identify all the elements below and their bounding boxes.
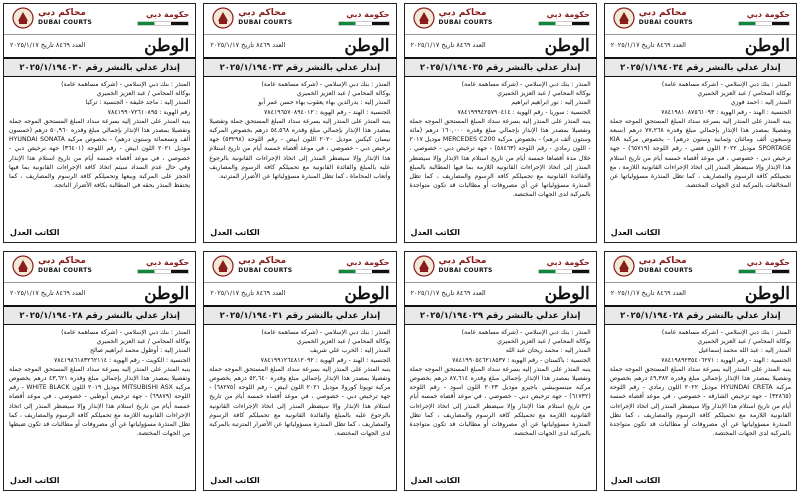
- notice-titlebar: [605, 305, 796, 325]
- notice-paragraph: ينبه المنذر على المنذر إليه بسرعة سداد المبلغ المستحق جملة وتفصيلا بمصدر هذا الإنذار بإجمالي مبلغ وقدره ٥٤,٥٦٨ درهم بخصوص المركبة نيسان كيكس موديل ٢٠٢٠ اللون ابيض - رقم اللوحة (٥٣٢٩٨) جهة ترخيص دبي - خصوصي ، في موعد أقصاه خمسة أيام من تاريخ استلام هذا الإنذار وإلا سيضطر المنذر إلى اتخاذ الإجراءات القانونية بالرجوع عليه بالمبلغ والفائدة القانونية مع تحميلكم كافة الرسوم والمصاريف وأتعاب المحاماة ، كما تظل المنذرة مسؤولياتها عن الأضرار المترتبة.: [209, 117, 391, 181]
- courts-name-ar: محاكم دبي: [438, 256, 487, 266]
- notice-header: [204, 4, 395, 35]
- notice-titlebar: [405, 57, 596, 77]
- notice-paragraph: المنذر : بنك دبي الإسلامي - (شركة مساهمة عامة): [461, 81, 591, 88]
- courts-name-en: DUBAI COURTS: [438, 19, 493, 26]
- notice-paragraph: بوكالة المحامي / عبد العزيز الخميري: [96, 90, 191, 98]
- notice-paragraph: المنذر : بنك دبي الإسلامي - (شركة مساهمة عامة): [261, 81, 391, 88]
- dubai-courts-logo: [639, 257, 693, 274]
- notice-5: [3, 251, 196, 491]
- courts-name-ar: محاكم دبي: [438, 8, 487, 18]
- notice-paragraph: المنذر إليه : نور ابراهيم ابراهيم: [511, 99, 591, 107]
- notice-titlebar: [405, 305, 596, 325]
- notice-titlebar: [4, 305, 195, 325]
- issue-date: العدد ٨٤٦٩ تاريخ ٢٠٢٥/١/١٧: [610, 289, 686, 297]
- government-of-dubai-logo: [538, 10, 590, 28]
- dubai-courts-emblem-icon: [212, 255, 234, 277]
- notice-body: [4, 325, 195, 475]
- newspaper-name: الوطن: [344, 36, 390, 56]
- notice-paragraph: بوكالة المحامي / عبد العزيز الخميري: [697, 338, 791, 346]
- flag-stripe: [338, 21, 390, 26]
- government-of-dubai-logo: [538, 258, 590, 276]
- courts-name-en: DUBAI COURTS: [638, 19, 693, 26]
- courts-name-ar: محاكم دبي: [238, 256, 287, 266]
- courts-name-ar: محاكم دبي: [238, 8, 287, 18]
- notice-titlebar: [204, 305, 395, 325]
- courts-name-ar: محاكم دبي: [38, 256, 86, 266]
- notice-paragraph: المنذر إليه : عبد الله محمد إسماعيل: [698, 347, 791, 355]
- masthead: [405, 35, 596, 57]
- dubai-courts-logo: [38, 9, 92, 26]
- courts-name-ar: محاكم دبي: [638, 256, 687, 266]
- courts-name-en: DUBAI COURTS: [638, 267, 693, 274]
- notice-header: [4, 252, 195, 283]
- flag-stripe: [738, 269, 790, 274]
- notice-titlebar: [605, 57, 796, 77]
- notice-paragraph: الجنسية : باكستان - رقم الهوية : ٧٨٤١٩٩٠٥٤٦٢١٨٥٣٧: [452, 356, 591, 364]
- notice-paragraph: المنذر إليه : الحرب علي شريف: [310, 347, 391, 355]
- notice-7: [404, 251, 597, 491]
- issue-date: العدد ٨٤٦٩ تاريخ ٢٠٢٥/١/١٧: [210, 289, 286, 297]
- flag-stripe: [137, 21, 189, 26]
- newspaper-name: الوطن: [144, 284, 190, 304]
- notice-footer: [204, 475, 395, 490]
- flag-stripe: [538, 269, 590, 274]
- notice-footer: [605, 227, 796, 242]
- notice-titlebar: [204, 57, 395, 77]
- issue-date: العدد ٨٤٦٩ تاريخ ٢٠٢٥/١/١٧: [10, 289, 86, 297]
- newspaper-name: الوطن: [544, 284, 590, 304]
- dubai-courts-logo: [238, 9, 292, 26]
- notice-paragraph: المنذر إليه : محمد ريحان عبد الله: [505, 347, 591, 355]
- masthead: [605, 35, 796, 57]
- notice-titlebar: [4, 57, 195, 77]
- notice-body: [605, 77, 796, 227]
- government-of-dubai-logo: [137, 10, 189, 28]
- notice-paragraph: الجنسية : سوريا - رقم الهوية : ٧٨٤١٩٩٩٤٢٥٧٩٠٤١٤: [457, 108, 591, 116]
- notice-paragraph: بوكالة المحامي / عبد العزيز الخميري: [296, 90, 391, 98]
- government-of-dubai-logo: [738, 258, 790, 276]
- government-name-ar: حكومة دبي: [546, 258, 590, 267]
- notice-paragraph: بوكالة المحامي / عبد العزيز الخميري: [497, 338, 591, 346]
- notice-6: [203, 251, 396, 491]
- notice-paragraph: ينبه المنذر على المنذر إليه بسرعة سداد المبلغ المستحق الموجه جملة وتفصيلا بمصدر هذا الإنذار بإجمالي مبلغ وقدره ٥٠,٩٦٠ درهم (خمسون ألف وتسعمائة وستون درهم) - بخصوص مركبة HYUNDAI SONATA موديل ٢٠٢١ اللون ابيض - رقم اللوحة (٣٦٤٠١) جهة ترخيص دبي - خصوصي ، في موعد أقصاه خمسة أيام من تاريخ استلام هذا الإنذار وفي حال عدم السداد سيتم اتخاذ كافة الإجراءات القانونية بما فيها الحجز على المركبة وبيعها وتحميلكم كافة الرسوم والمصاريف ، كما يحتفظ المنذر بحقه في المطالبة بكافة الأضرار الناتجة.: [9, 117, 191, 190]
- notary-signature: الكاتب العدل: [410, 228, 460, 237]
- notice-paragraph: الجنسية : الهند - رقم الهوية : ٧٨٤١٩٨٩٢٣٥٤٠٦٢٧١: [661, 356, 791, 364]
- notice-header: [605, 252, 796, 283]
- dubai-courts-emblem-icon: [413, 7, 435, 29]
- notice-paragraph: المنذر إليه : ماجد خليفة - الجنسية : تركيا: [85, 99, 191, 107]
- government-of-dubai-logo: [738, 10, 790, 28]
- masthead: [4, 283, 195, 305]
- notice-title: إنذار عدلي بالنشر رقم ٢٠٢٥/١/١٩٤٠٣٤: [620, 62, 781, 73]
- government-of-dubai-logo: [338, 10, 390, 28]
- notice-paragraph: المنذر إليه : أوطول محمد ابراهيم صالح: [89, 347, 191, 355]
- masthead: [204, 35, 395, 57]
- issue-date: العدد ٨٤٦٩ تاريخ ٢٠٢٥/١/١٧: [410, 41, 486, 49]
- notice-2: [203, 3, 396, 243]
- notice-paragraph: ينبه المنذر على المنذر إليه بسرعة سداد المبلغ المستحق الموجه جملة وتفصيلا بمصدر هذا الإنذار بإجمالي مبلغ وقدره ٤٩,٣٨٢ درهم بخصوص مركبة HYUNDAI CRETA موديل ٢٠٢٢ اللون رمادي - رقم اللوحة (٣٢٨٦٥) - جهة ترخيص الشارقة - خصوصي ، في موعد أقصاه خمسة أيام من تاريخ استلام هذا الإنذار وإلا سيضطر المنذر إلى اتخاذ الإجراءات القانونية اللازمة مع تحميلكم كافة الرسوم والمصاريف ، كما تظل المنذرة مسؤولياتها عن أي مصروفات أو مطالبات قد تكون متواجدة بالمركبة لدى الجهات المختصة.: [609, 365, 792, 438]
- notice-title: إنذار عدلي بالنشر رقم ٢٠٢٥/١/١٩٤٠٣٠: [19, 62, 180, 73]
- notice-body: [405, 77, 596, 227]
- notary-signature: الكاتب العدل: [210, 228, 260, 237]
- notice-body: [405, 325, 596, 475]
- dubai-courts-logo: [238, 257, 292, 274]
- issue-date: العدد ٨٤٦٩ تاريخ ٢٠٢٥/١/١٧: [210, 41, 286, 49]
- notice-footer: [204, 227, 395, 242]
- notice-body: [4, 77, 195, 227]
- dubai-courts-emblem-icon: [212, 7, 234, 29]
- notice-title: إنذار عدلي بالنشر رقم ٢٠٢٥/١/١٩٤٠٢٨: [19, 310, 180, 321]
- notice-paragraph: ينبه المنذر على المنذر إليه بسرعة سداد المبلغ المستحق الموجه جملة وتفصيلا بمصدر هذا الإنذار بإجمالي مبلغ وقدره ٤٣,٦٢١ درهم بخصوص مركبة MITSUBISHI ASX موديل ٢٠١٩ اللون WHITE BLACK - رقم اللوحة (٦٩٨٧٩) - جهة ترخيص أبوظبي - خصوصي ، في موعد أقصاه خمسة أيام من تاريخ استلام هذا الإنذار وإلا سيضطر المنذر إلى اتخاذ الإجراءات القانونية اللازمة مع تحميلكم كافة الرسوم والمصاريف ، كما تظل المنذرة مسؤولياتها عن أي مصروفات أو مطالبات قد تكون ضبطها من الجهات المختصة.: [9, 365, 191, 438]
- notice-title: إنذار عدلي بالنشر رقم ٢٠٢٥/١/١٩٤٠٣٥: [419, 62, 581, 73]
- notice-footer: [405, 227, 596, 242]
- masthead: [4, 35, 195, 57]
- courts-name-en: DUBAI COURTS: [238, 267, 293, 274]
- notice-paragraph: بوكالة المحامي / عبد العزيز الخميري: [497, 90, 591, 98]
- notice-paragraph: الجنسية : الهند - رقم الهوية : ٧٨٤١٩٨١٠٨٧٥٦١٠٩٣: [661, 108, 791, 116]
- notice-title: إنذار عدلي بالنشر رقم ٢٠٢٥/١/١٩٤٠٢٨: [620, 310, 781, 321]
- notice-paragraph: ينبه المنذر على المنذر إليه بسرعة سداد المبلغ المستحق الموجه جملة وتفصيلا بمصدر هذا الإنذار بإجمالي مبلغ وقدره ٧٧,٢٦٨ درهم (سبعة وسبعون ألف ومائتان وثمانية وستون درهم) - بخصوص مركبة KIA SPORTAGE موديل ٢٠٢٢ اللون فضي - رقم اللوحة (٦٥٧١٩) - جهة ترخيص دبي - خصوصي ، في موعد أقصاه خمسة أيام من تاريخ استلام هذا الإنذار وإلا سيضطر المنذر إلى اتخاذ الإجراءات القانونية اللازمة ، مع تحميلكم كافة الرسوم والمصاريف ، كما تظل المنذرة مسؤولياتها عن المخالفات بالمركبة لدى الجهات المختصة.: [609, 117, 791, 190]
- notary-signature: الكاتب العدل: [10, 228, 60, 237]
- government-name-ar: حكومة دبي: [746, 10, 790, 19]
- notice-body: [605, 325, 796, 475]
- notice-title: إنذار عدلي بالنشر رقم ٢٠٢٥/١/١٩٤٠٢٩: [419, 310, 581, 321]
- notary-signature: الكاتب العدل: [210, 476, 260, 485]
- notice-header: [405, 4, 596, 35]
- notice-header: [605, 4, 796, 35]
- courts-name-ar: محاكم دبي: [38, 8, 86, 18]
- notice-paragraph: الجنسية : الهند - رقم الهوية : ٧٨٤١٩٩١٢٦٤٨١٢٠٩٢: [260, 356, 391, 364]
- notice-paragraph: المنذر إليه : احمد فوزي: [730, 99, 791, 107]
- notice-footer: [4, 475, 195, 490]
- notice-paragraph: المنذر : بنك دبي الإسلامي - (شركة مساهمة عامة): [661, 81, 791, 88]
- notice-header: [204, 252, 395, 283]
- notice-paragraph: المنذر : بنك دبي الإسلامي - (شركة مساهمة عامة): [461, 329, 591, 336]
- issue-date: العدد ٨٤٦٩ تاريخ ٢٠٢٥/١/١٧: [410, 289, 486, 297]
- dubai-courts-emblem-icon: [12, 255, 34, 277]
- notice-paragraph: بوكالة المحامي / عبد العزيز الخميري: [697, 90, 791, 98]
- courts-name-en: DUBAI COURTS: [438, 267, 493, 274]
- government-of-dubai-logo: [338, 258, 390, 276]
- notice-paragraph: الجنسية : الكويت - رقم الهوية : ٧٨٤١٩٨٦١٨٣٢٦٢١١٤: [53, 356, 191, 364]
- government-name-ar: حكومة دبي: [546, 10, 590, 19]
- notice-title: إنذار عدلي بالنشر رقم ٢٠٢٥/١/١٩٤٠٣١: [219, 310, 381, 321]
- notice-paragraph: الجنسية : الهند - رقم الهوية : ٧٨٤١٩٦٥٧٠٨٩٤٠١٢: [263, 108, 391, 116]
- masthead: [605, 283, 796, 305]
- notice-8: [604, 251, 797, 491]
- courts-name-en: DUBAI COURTS: [38, 267, 93, 274]
- government-name-ar: حكومة دبي: [146, 258, 190, 267]
- newspaper-name: الوطن: [144, 36, 190, 56]
- flag-stripe: [538, 21, 590, 26]
- notice-paragraph: المنذر : بنك دبي الإسلامي - (شركة مساهمة عامة): [61, 81, 191, 88]
- notice-paragraph: ينبه المنذر على المنذر إليه بسرعة سداد المبلغ المستحق الموجه جملة وتفصيلا بمصدر هذا الإنذار بإجمالي مبلغ وقدره ٨٧,٦١٤ درهم بخصوص مركبة ميتسوبيشي باجيرو موديل ٢٠٢٣ اللون اسود - رقم اللوحة (٦١٧٣٢) - جهة ترخيص دبي - خصوصي ، في موعد أقصاه خمسة أيام من تاريخ استلام هذا الإنذار وإلا سيضطر المنذر إلى اتخاذ الإجراءات القانونية اللازمة مع تحميلكم كافة الرسوم والمصاريف ، كما تظل المنذرة مسؤولياتها عن أي مصروفات أو مطالبات قد تكون متواجدة بالمركبة لدى الجهات المختصة.: [409, 365, 591, 438]
- notary-signature: الكاتب العدل: [610, 476, 661, 485]
- notice-header: [4, 4, 195, 35]
- government-name-ar: حكومة دبي: [346, 10, 390, 19]
- government-name-ar: حكومة دبي: [746, 258, 790, 267]
- notice-4: [604, 3, 797, 243]
- notice-1: [3, 3, 196, 243]
- newspaper-name: الوطن: [744, 284, 790, 304]
- notice-paragraph: المنذر إليه : بدرالدين بهاء يعقوب بهاء حسن عمر أبو: [258, 99, 391, 107]
- dubai-courts-logo: [38, 257, 92, 274]
- masthead: [405, 283, 596, 305]
- dubai-courts-logo: [639, 9, 693, 26]
- newspaper-name: الوطن: [744, 36, 790, 56]
- newspaper-name: الوطن: [344, 284, 390, 304]
- notary-signature: الكاتب العدل: [10, 476, 60, 485]
- dubai-courts-emblem-icon: [12, 7, 34, 29]
- notice-header: [405, 252, 596, 283]
- issue-date: العدد ٨٤٦٩ تاريخ ٢٠٢٥/١/١٧: [10, 41, 86, 49]
- notice-paragraph: بوكالة المحامي / عبد العزيز الخميري: [296, 338, 391, 346]
- notary-signature: الكاتب العدل: [610, 228, 661, 237]
- courts-name-ar: محاكم دبي: [638, 8, 687, 18]
- notice-paragraph: ينبه المنذر على المنذر إليه بسرعة سداد المبلغ المستحق الموجه جملة وتفصيلا بمصدر هذا الإنذار بإجمالي مبلغ وقدره ٥٢,٦٤٠ درهم بخصوص مركبة تويوتا كورولا موديل ٢٠٢١ اللون ابيض - رقم اللوحة (٦٨٢٧٥) - جهة ترخيص دبي - خصوصي ، في موعد أقصاه خمسة أيام من تاريخ استلام هذا الإنذار وإلا سيضطر المنذر إلى اتخاذ الإجراءات القانونية بالرجوع عليه بالمبلغ والفائدة القانونية مع تحميلكم كافة الرسوم والمصاريف ، كما تظل المنذرة مسؤولياتها عن الأضرار المترتبة بالمركبة لدى الجهات المختصة.: [209, 365, 391, 438]
- notice-paragraph: المنذر : بنك دبي الإسلامي - (شركة مساهمة عامة): [261, 329, 391, 336]
- notices-grid: [3, 3, 797, 491]
- dubai-courts-logo: [439, 257, 493, 274]
- courts-name-en: DUBAI COURTS: [38, 19, 93, 26]
- courts-name-en: DUBAI COURTS: [238, 19, 293, 26]
- notice-paragraph: بوكالة المحامي / عبد العزيز الخميري: [96, 338, 191, 346]
- newspaper-name: الوطن: [544, 36, 590, 56]
- dubai-courts-logo: [439, 9, 493, 26]
- notice-footer: [405, 475, 596, 490]
- government-of-dubai-logo: [137, 258, 189, 276]
- flag-stripe: [137, 269, 189, 274]
- notice-paragraph: رقم الهوية : ٧٨٤١٩٩٠٧٢٦١٠٨٩٥: [107, 108, 191, 116]
- flag-stripe: [738, 21, 790, 26]
- issue-date: العدد ٨٤٦٩ تاريخ ٢٠٢٥/١/١٧: [610, 41, 686, 49]
- notice-paragraph: المنذر : بنك دبي الإسلامي - (شركة مساهمة عامة): [61, 329, 191, 336]
- notice-paragraph: المنذر : بنك دبي الإسلامي - (شركة مساهمة عامة): [661, 329, 791, 336]
- notice-3: [404, 3, 597, 243]
- dubai-courts-emblem-icon: [613, 7, 635, 29]
- flag-stripe: [338, 269, 390, 274]
- notice-body: [204, 77, 395, 227]
- dubai-courts-emblem-icon: [413, 255, 435, 277]
- notice-body: [204, 325, 395, 475]
- dubai-courts-emblem-icon: [613, 255, 635, 277]
- government-name-ar: حكومة دبي: [346, 258, 390, 267]
- government-name-ar: حكومة دبي: [146, 10, 190, 19]
- notice-footer: [605, 475, 796, 490]
- notice-title: إنذار عدلي بالنشر رقم ٢٠٢٥/١/١٩٤٠٣٣: [219, 62, 381, 73]
- notary-signature: الكاتب العدل: [410, 476, 460, 485]
- notice-footer: [4, 227, 195, 242]
- masthead: [204, 283, 395, 305]
- notice-paragraph: ينبه المنذر على المنذر إليه بسرعة سداد المبلغ المستحق الموجه جملة وتفصيلا بمصدر هذا الإنذار بإجمالي مبلغ وقدره ١٦٠,٠٠٠ درهم (مائة وستون ألف درهم) - بخصوص مركبة MERCEDES C200 موديل ٢٠١٧ - اللون رمادي - رقم اللوحة (٥٨٤٦٣) - جهة ترخيص دبي - خصوصي ، خلال مدة أقصاها خمسة أيام من تاريخ استلام هذا الإنذار وإلا سيضطر المنذر إلى اتخاذ الإجراءات القانونية اللازمة بما فيها المطالبة بالمبلغ والفائدة القانونية مع تحميلكم كافة الرسوم والمصاريف ، كما تظل المنذرة مسؤولياتها عن أي مصروفات أو مطالبات قد تكون متواجدة بالمركبة لدى الجهات المختصة.: [409, 117, 591, 199]
